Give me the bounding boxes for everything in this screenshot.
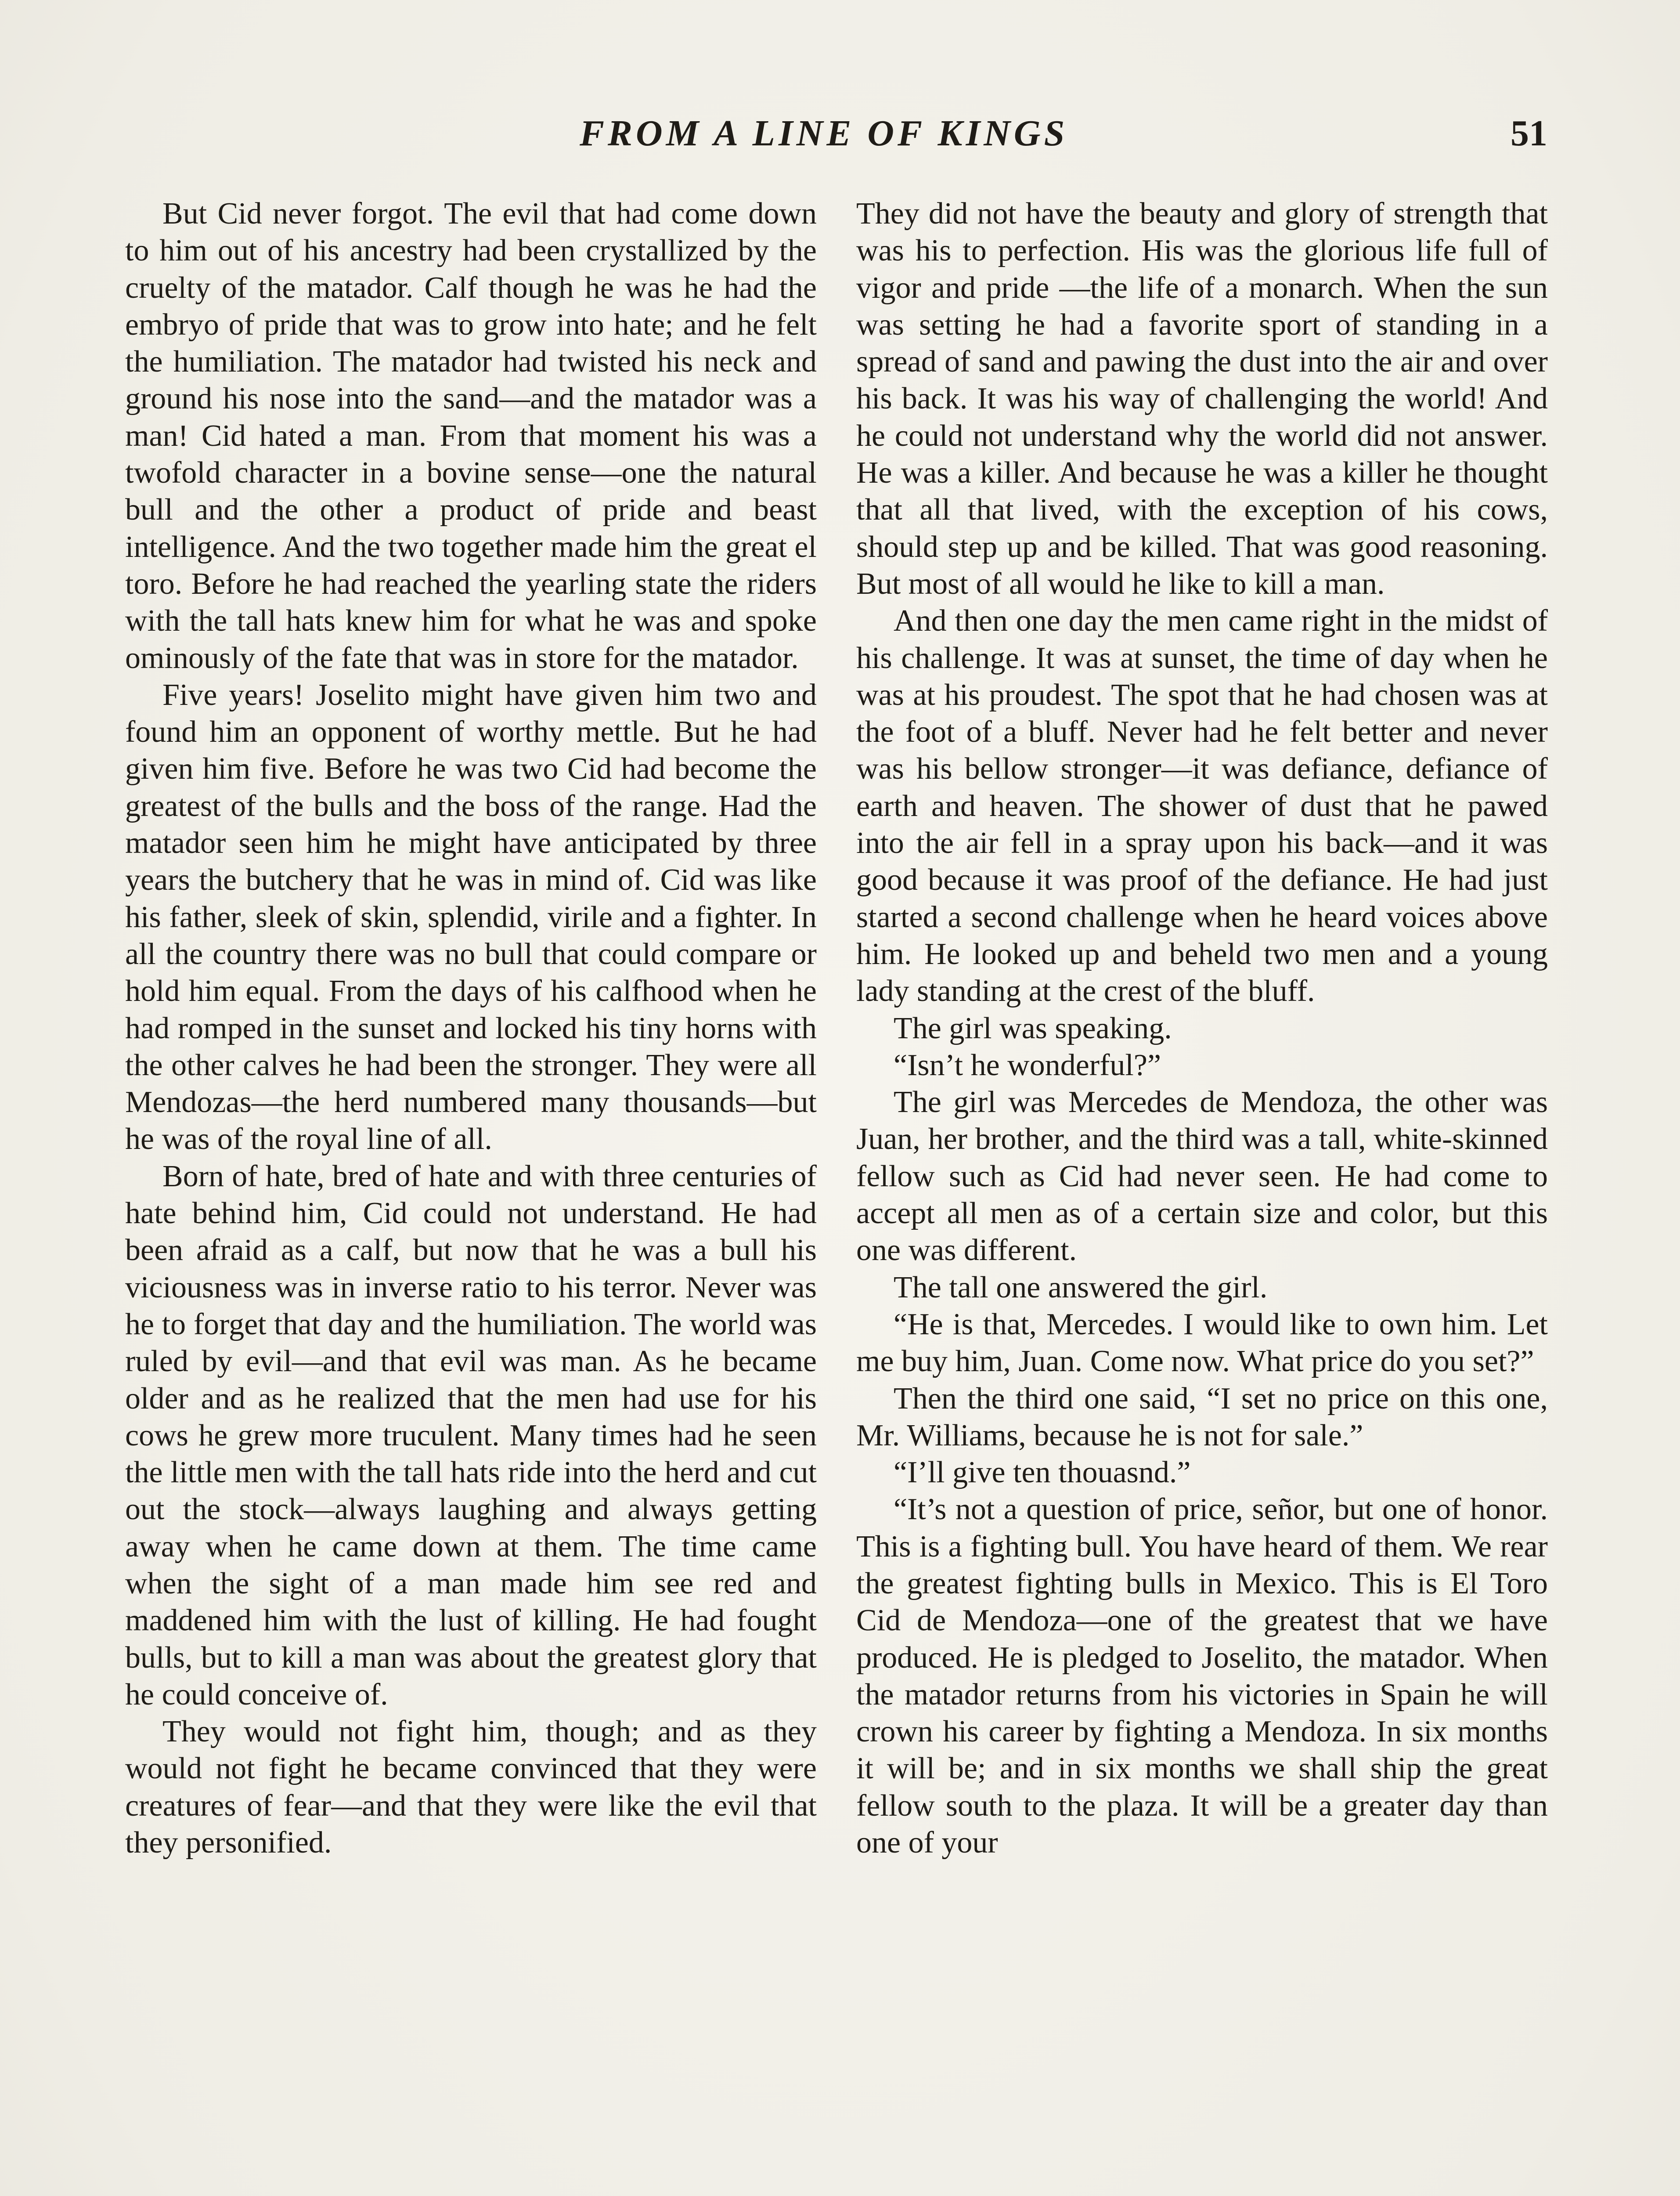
paragraph: Born of hate, bred of hate and with three centuries of hate behind him, Cid could not understand. He had been afraid as a calf, but now that he was a bull his viciousness was in inverse ratio to his terror. Never was he to forget that day and the humiliation. The world was ruled by evil—and that evil was man. As he became older and as he realized that the men had use for his cows he grew more truculent. Many times had he seen the little men with the tall hats ride into the herd and cut out the stock—always laughing and always getting away when he came down at them. The time came when the sight of a man made him see red and maddened him with the lust of killing. He had fought bulls, but to kill a man was about the greatest glory that he could conceive of. [125,1159,817,1712]
paragraph: “Isn’t he wonderful?” [894,1048,1161,1082]
right-column [856,195,1548,1861]
page-number: 51 [1511,113,1547,154]
paragraph: The tall one answered the girl. [894,1270,1268,1304]
paragraph: “It’s not a question of price, señor, but one of honor. This is a fighting bull. You have heard of them. We rear the greatest fighting bulls in Mexico. This is El Toro Cid de Mendoza—one of the greatest that we have produced. He is pledged to Joselito, the matador. When the matador returns from his victories in Spain he will crown his career by fighting a Mendoza. In six months it will be; and in six months we shall ship the great fellow south to the plaza. It will be a greater day than one of your [856,1492,1548,1860]
paragraph: And then one day the men came right in the midst of his challenge. It was at sunset, the time of day when he was at his proudest. The spot that he had chosen was at the foot of a bluff. Never had he felt better and never was his bellow stronger—it was defiance, defiance of earth and heaven. The shower of dust that he pawed into the air fell in a spray upon his back—and it was good because it was proof of the defiance. He had just started a second challenge when he heard voices above him. He looked up and beheld two men and a young lady standing at the crest of the bluff. [856,604,1548,1008]
paragraph: They did not have the beauty and glory of strength that was his to perfection. His was the glorious life full of vigor and pride —the life of a monarch. When the sun was setting he had a favorite sport of standing in a spread of sand and pawing the dust into the air and over his back. It was his way of challenging the world! And he could not understand why the world did not answer. He was a killer. And because he was a killer he thought that all that lived, with the exception of his cows, should step up and be killed. That was good reasoning. But most of all would he like to kill a man. [856,197,1548,601]
paragraph: The girl was speaking. [894,1011,1172,1045]
paragraph: Five years! Joselito might have given him two and found him an opponent of worthy mettle. But he had given him five. Before he was two Cid had become the greatest of the bulls and the boss of the range. Had the matador seen him he might have anticipated by three years the butchery that he was in mind of. Cid was like his father, sleek of skin, splendid, virile and a fighter. In all the country there was no bull that could compare or hold him equal. From the days of his calfhood when he had romped in the sunset and locked his tiny horns with the other calves he had been the stronger. They were all Mendozas—the herd numbered many thousands—but he was of the royal line of all. [125,678,817,1156]
paragraph: The girl was Mercedes de Mendoza, the other was Juan, her brother, and the third was a tall, white-skinned fellow such as Cid had never seen. He had come to accept all men as of a certain size and color, but this one was different. [856,1085,1548,1268]
left-column [125,195,817,1861]
paragraph: Then the third one said, “I set no price on this one, Mr. Williams, because he is not for sale.” [856,1381,1548,1452]
paragraph: “I’ll give ten thouasnd.” [894,1456,1191,1490]
paragraph: But Cid never forgot. The evil that had come down to him out of his ancestry had been crystallized by the cruelty of the matador. Calf though he was he had the embryo of pride that was to grow into hate; and he felt the humiliation. The matador had twisted his neck and ground his nose into the sand—and the matador was a man! Cid hated a man. From that moment his was a twofold character in a bovine sense—one the natural bull and the other a product of pride and beast intelligence. And the two together made him the great el toro. Before he had reached the yearling state the riders with the tall hats knew him for what he was and spoke ominously of the fate that was in store for the matador. [125,197,817,675]
paragraph: They would not fight him, though; and as they would not fight he became convinced that they were creatures of fear—and that they were like the evil that they personified. [125,1715,817,1860]
paragraph: “He is that, Mercedes. I would like to own him. Let me buy him, Juan. Come now. What price do you set?” [856,1307,1548,1379]
running-head: FROM A LINE OF KINGS [580,113,1068,154]
